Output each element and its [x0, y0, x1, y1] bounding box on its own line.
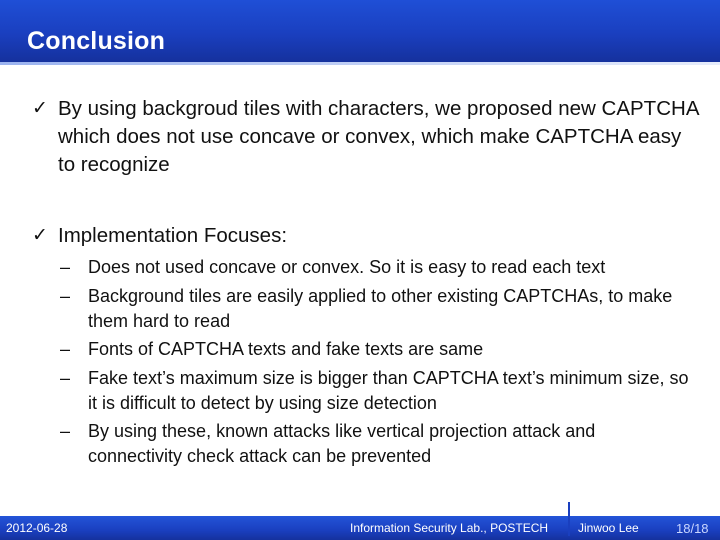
sub-bullet-marker: – — [60, 421, 71, 441]
sub-bullet-item — [60, 419, 690, 468]
bullet-text: By using backgroud tiles with characters, we proposed new CAPTCHA which does not use concave or convex, which make CAPTCHA easy to recognize — [58, 97, 699, 176]
footer-page-number: 18/18 — [676, 521, 709, 536]
check-mark-icon: ✓ — [32, 98, 48, 119]
bullet-text: Implementation Focuses: — [58, 224, 288, 247]
sub-bullet-text: Does not used concave or convex. So it is easy to read each text — [88, 257, 606, 277]
sub-bullet-marker: – — [60, 286, 71, 306]
sub-bullet-marker: – — [60, 368, 71, 388]
sub-bullet-text: Fake text’s maximum size is bigger than CAPTCHA text’s minimum size, so it is difficult to detect by using size detection — [88, 368, 689, 413]
footer-date: 2012-06-28 — [6, 521, 68, 535]
sub-bullet-text: By using these, known attacks like vertical projection attack and connectivity check attack can be prevented — [88, 421, 596, 466]
sub-bullet-marker: – — [60, 257, 71, 277]
footer-affiliation: Information Security Lab., POSTECH — [350, 521, 549, 535]
sub-bullet-item — [60, 366, 690, 415]
sub-bullet-item — [60, 284, 690, 333]
sub-bullet-text: Background tiles are easily applied to other existing CAPTCHAs, to make them hard to read — [88, 286, 673, 331]
footer-author: Jinwoo Lee — [578, 521, 639, 535]
slide-title: Conclusion — [27, 27, 166, 55]
sub-bullet-item — [60, 255, 690, 280]
bullet-item — [32, 222, 702, 250]
check-mark-icon: ✓ — [32, 225, 48, 246]
footer-separator — [568, 502, 570, 536]
title-bar-underline — [0, 62, 720, 65]
bullet-item — [32, 95, 702, 179]
sub-bullet-text: Fonts of CAPTCHA texts and fake texts are same — [88, 339, 484, 359]
sub-bullet-item — [60, 337, 690, 362]
sub-bullet-marker: – — [60, 339, 71, 359]
